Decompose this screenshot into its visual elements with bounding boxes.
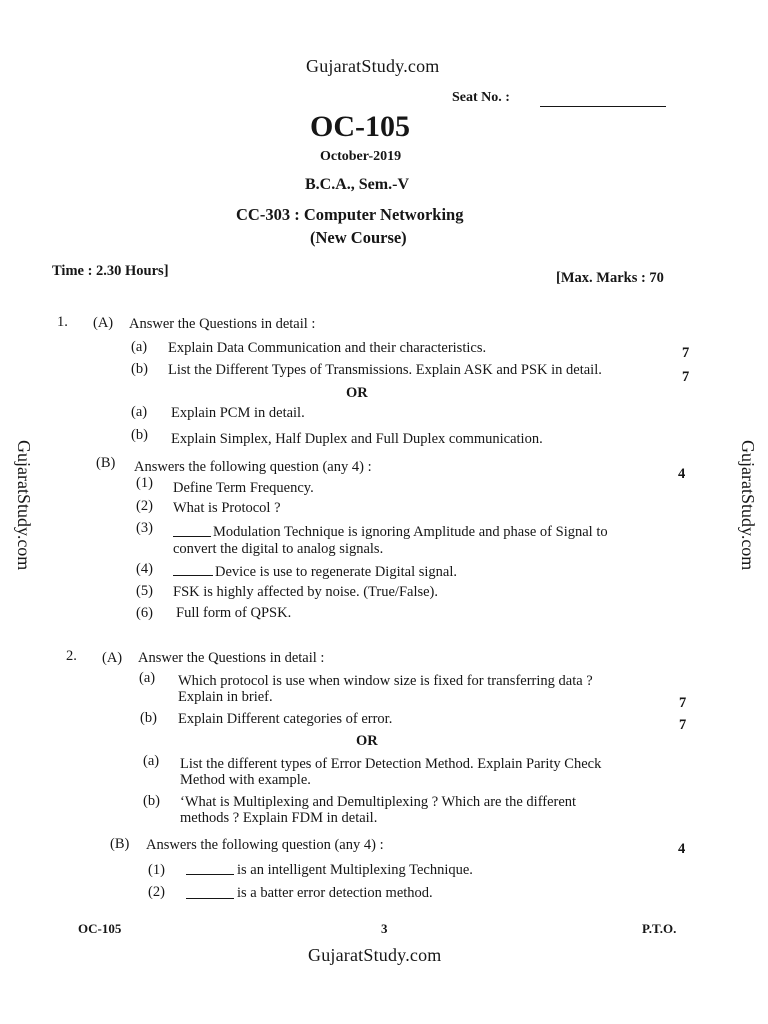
q1-b-item-label: (5) xyxy=(136,583,153,599)
q2-a-item-label: (b) xyxy=(140,710,157,726)
course-name: B.C.A., Sem.-V xyxy=(305,176,409,193)
max-marks: [Max. Marks : 70 xyxy=(556,270,664,286)
subject-title: CC-303 : Computer Networking xyxy=(236,205,464,224)
q2-b-item-blank xyxy=(186,862,234,880)
q2-b-item-text: is an intelligent Multiplexing Technique. xyxy=(237,862,473,878)
q1-alt-item-label: (a) xyxy=(131,404,148,420)
q2-a-title: Answer the Questions in detail : xyxy=(138,650,325,666)
q1-b-item-text: Device is use to regenerate Digital signal. xyxy=(215,564,457,580)
q2-alt-item-text: List the different types of Error Detection Method. Explain Parity Check xyxy=(180,756,602,772)
q1-alt-item-text: Explain PCM in detail. xyxy=(171,405,305,421)
q1-b-marks: 4 xyxy=(678,466,686,482)
pto-marker: P.T.O. xyxy=(642,921,677,936)
q1-b-title: Answers the following question (any 4) : xyxy=(134,459,372,475)
course-type: (New Course) xyxy=(310,228,407,247)
q2-a-item-text-cont: Explain in brief. xyxy=(178,689,273,705)
q1-b-label: (B) xyxy=(96,455,116,471)
q1-b-item-label: (4) xyxy=(136,561,153,577)
q1-b-item-blank xyxy=(173,524,211,542)
q2-b-item-text: is a batter error detection method. xyxy=(237,885,433,901)
watermark-right: GujaratStudy.com xyxy=(738,440,758,571)
q2-b-item-label: (2) xyxy=(148,884,165,900)
exam-date: October-2019 xyxy=(320,149,402,164)
q1-a-item-text: Explain Data Communication and their characteristics. xyxy=(168,340,487,356)
q2-a-item-label: (a) xyxy=(139,670,156,686)
q1-a-label: (A) xyxy=(93,315,114,331)
q1-alt-item-text: Explain Simplex, Half Duplex and Full Duplex communication. xyxy=(171,431,543,447)
q2-b-item-label: (1) xyxy=(148,862,165,878)
q2-alt-item-text: ‘What is Multiplexing and Demultiplexing ? Which are the different xyxy=(180,794,577,810)
q2-number: 2. xyxy=(66,648,77,664)
q2-alt-item-text-cont: Method with example. xyxy=(180,772,311,788)
q2-a-label: (A) xyxy=(102,650,123,666)
exam-time: Time : 2.30 Hours] xyxy=(52,263,169,279)
q2-b-label: (B) xyxy=(110,836,130,852)
q1-b-item-text: Define Term Frequency. xyxy=(173,480,314,496)
q1-number: 1. xyxy=(57,314,68,330)
q1-a-item-label: (a) xyxy=(131,339,148,355)
q1-a-item-text: List the Different Types of Transmissions. Explain ASK and PSK in detail. xyxy=(168,362,602,378)
q2-a-item-text: Which protocol is use when window size is fixed for transferring data ? xyxy=(178,673,593,689)
q1-b-item-label: (1) xyxy=(136,475,153,491)
q1-a-item-marks: 7 xyxy=(682,345,690,361)
q2-b-marks: 4 xyxy=(678,841,686,857)
footer-code: OC-105 xyxy=(78,921,122,936)
q1-b-item-text: What is Protocol ? xyxy=(173,500,281,516)
q1-b-item-text-cont: convert the digital to analog signals. xyxy=(173,541,384,557)
watermark-top: GujaratStudy.com xyxy=(306,56,440,76)
q1-or: OR xyxy=(346,385,368,401)
q2-b-item-blank xyxy=(186,886,234,904)
q2-a-item-text: Explain Different categories of error. xyxy=(178,711,393,727)
q1-b-item-text: Modulation Technique is ignoring Amplitude and phase of Signal to xyxy=(213,524,608,540)
q2-alt-item-label: (a) xyxy=(143,753,160,769)
q1-a-title: Answer the Questions in detail : xyxy=(129,316,316,332)
q1-b-item-label: (3) xyxy=(136,520,153,536)
q2-alt-item-label: (b) xyxy=(143,793,160,809)
q1-a-item-marks: 7 xyxy=(682,369,690,385)
page-number: 3 xyxy=(381,921,388,936)
q1-b-item-text: FSK is highly affected by noise. (True/False). xyxy=(173,584,439,600)
q2-alt-item-text-cont: methods ? Explain FDM in detail. xyxy=(180,810,378,826)
seat-label: Seat No. : xyxy=(452,90,510,105)
q1-a-item-label: (b) xyxy=(131,361,148,377)
q1-b-item-label: (2) xyxy=(136,498,153,514)
watermark-bottom: GujaratStudy.com xyxy=(308,945,442,965)
q1-b-item-blank xyxy=(173,563,213,581)
q2-a-item-marks: 7 xyxy=(679,695,687,711)
q1-alt-item-label: (b) xyxy=(131,427,148,443)
q1-b-item-label: (6) xyxy=(136,605,153,621)
q2-or: OR xyxy=(356,733,378,749)
q2-b-title: Answers the following question (any 4) : xyxy=(146,837,384,853)
exam-code: OC-105 xyxy=(310,110,410,143)
watermark-left: GujaratStudy.com xyxy=(14,440,34,571)
seat-number-line xyxy=(540,106,666,107)
q1-b-item-text: Full form of QPSK. xyxy=(176,605,292,621)
q2-a-item-marks: 7 xyxy=(679,717,687,733)
